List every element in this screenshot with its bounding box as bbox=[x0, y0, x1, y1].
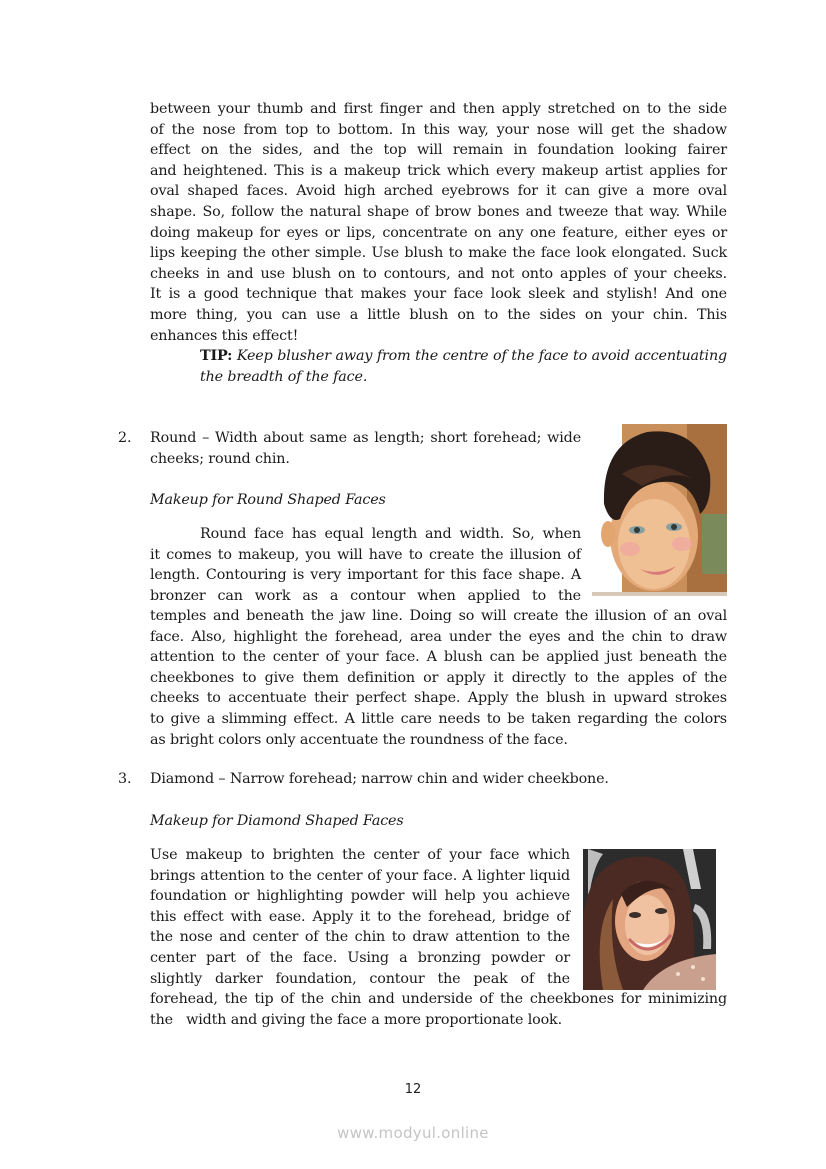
text-line: attention to the center of your face. A blush can be applied just beneath the bbox=[150, 649, 727, 666]
text-line: Round face has equal length and width. So, when bbox=[200, 526, 581, 542]
text-line: length. Contouring is very important for this face shape. A bbox=[150, 567, 581, 584]
diamond-face-subheading bbox=[150, 811, 581, 832]
text-line: foundation or highlighting powder will help you achieve bbox=[150, 888, 570, 905]
text-line: doing makeup for eyes or lips, concentrate on any one feature, either eyes or bbox=[150, 224, 727, 241]
text-line: temples and beneath the jaw line. Doing so will create the illusion of an oval bbox=[150, 608, 727, 624]
text-line: lips keeping the other simple. Use blush to make the face look elongated. Suck bbox=[150, 245, 727, 262]
list-number-round: 2. bbox=[118, 430, 132, 446]
text-line: and heightened. This is a makeup trick which every makeup artist applies for bbox=[150, 162, 727, 179]
text-line: oval shaped faces. Avoid high arched eyebrows for it can give a more oval bbox=[150, 183, 727, 200]
text-line: center part of the face. Using a bronzing powder or bbox=[150, 949, 570, 966]
round-face-paragraph-wide bbox=[150, 606, 727, 750]
diamond-face-paragraph-wide bbox=[150, 989, 727, 1030]
oval-face-continuation-paragraph bbox=[150, 99, 727, 346]
subheading-text: Makeup for Round Shaped Faces bbox=[150, 492, 386, 508]
round-face-definition bbox=[150, 428, 581, 469]
text-line: shape. So, follow the natural shape of brow bones and tweeze that way. While bbox=[150, 203, 727, 220]
subheading-text: Makeup for Diamond Shaped Faces bbox=[150, 813, 404, 829]
text-line: cheeks to accentuate their perfect shape. Apply the blush in upward strokes bbox=[150, 690, 727, 707]
text-line: of the nose from top to bottom. In this way, your nose will get the shadow bbox=[150, 121, 727, 138]
portrait-icon bbox=[583, 849, 716, 990]
text-line: cheekbones to give them definition or apply it directly to the apples of the bbox=[150, 669, 727, 686]
text-line: face. Also, highlight the forehead, area under the eyes and the chin to draw bbox=[150, 628, 727, 645]
diamond-face-portrait-image bbox=[583, 849, 716, 990]
tip-text: Keep blusher away from the centre of the face to avoid accentuating bbox=[236, 348, 727, 364]
text-line: forehead, the tip of the chin and underside of the cheekbones for minimizing bbox=[150, 991, 727, 1007]
round-face-paragraph-narrow bbox=[150, 524, 581, 606]
text-line: more thing, you can use a little blush on to the sides on your chin. This bbox=[150, 306, 727, 323]
text-line: bronzer can work as a contour when applied to the bbox=[150, 587, 581, 604]
text-line: this effect with ease. Apply it to the forehead, bridge of bbox=[150, 908, 570, 925]
text-line: enhances this effect! bbox=[150, 327, 299, 344]
text-line: the nose and center of the chin to draw attention to the bbox=[150, 929, 570, 946]
text-line: cheeks; round chin. bbox=[150, 450, 290, 467]
text-line: as bright colors only accentuate the roundness of the face. bbox=[150, 731, 568, 748]
tip-label: TIP: bbox=[200, 348, 233, 364]
text-line: Round – Width about same as length; short forehead; wide bbox=[150, 430, 581, 446]
round-face-subheading bbox=[150, 490, 581, 511]
page-number: 12 bbox=[404, 1082, 422, 1097]
tip-note bbox=[200, 346, 727, 387]
text-line: cheeks in and use blush on to contours, and not onto apples of your cheeks. bbox=[150, 265, 727, 282]
text-line: slightly darker foundation, contour the peak of the bbox=[150, 970, 570, 987]
round-face-portrait-image bbox=[592, 424, 727, 596]
text-line: effect on the sides, and the top will remain in foundation looking fairer bbox=[150, 142, 727, 159]
text-line: Use makeup to brighten the center of your face which bbox=[150, 847, 570, 863]
watermark-url: www.modyul.online bbox=[337, 1124, 489, 1142]
diamond-face-definition bbox=[150, 769, 727, 790]
text-line: Diamond – Narrow forehead; narrow chin and wider cheekbone. bbox=[150, 771, 609, 787]
text-line: brings attention to the center of your face. A lighter liquid bbox=[150, 867, 570, 884]
text-line: to give a slimming effect. A little care needs to be taken regarding the colors bbox=[150, 710, 727, 727]
text-line: the width and giving the face a more proportionate look. bbox=[150, 1011, 562, 1028]
portrait-icon bbox=[592, 424, 727, 596]
list-number-diamond: 3. bbox=[118, 771, 132, 787]
tip-text-continued: the breadth of the face. bbox=[200, 368, 368, 385]
text-line: It is a good technique that makes your face look sleek and stylish! And one bbox=[150, 286, 727, 303]
text-line: between your thumb and first finger and then apply stretched on to the side bbox=[150, 101, 727, 117]
text-line: it comes to makeup, you will have to create the illusion of bbox=[150, 546, 581, 563]
diamond-face-paragraph-narrow bbox=[150, 845, 570, 989]
